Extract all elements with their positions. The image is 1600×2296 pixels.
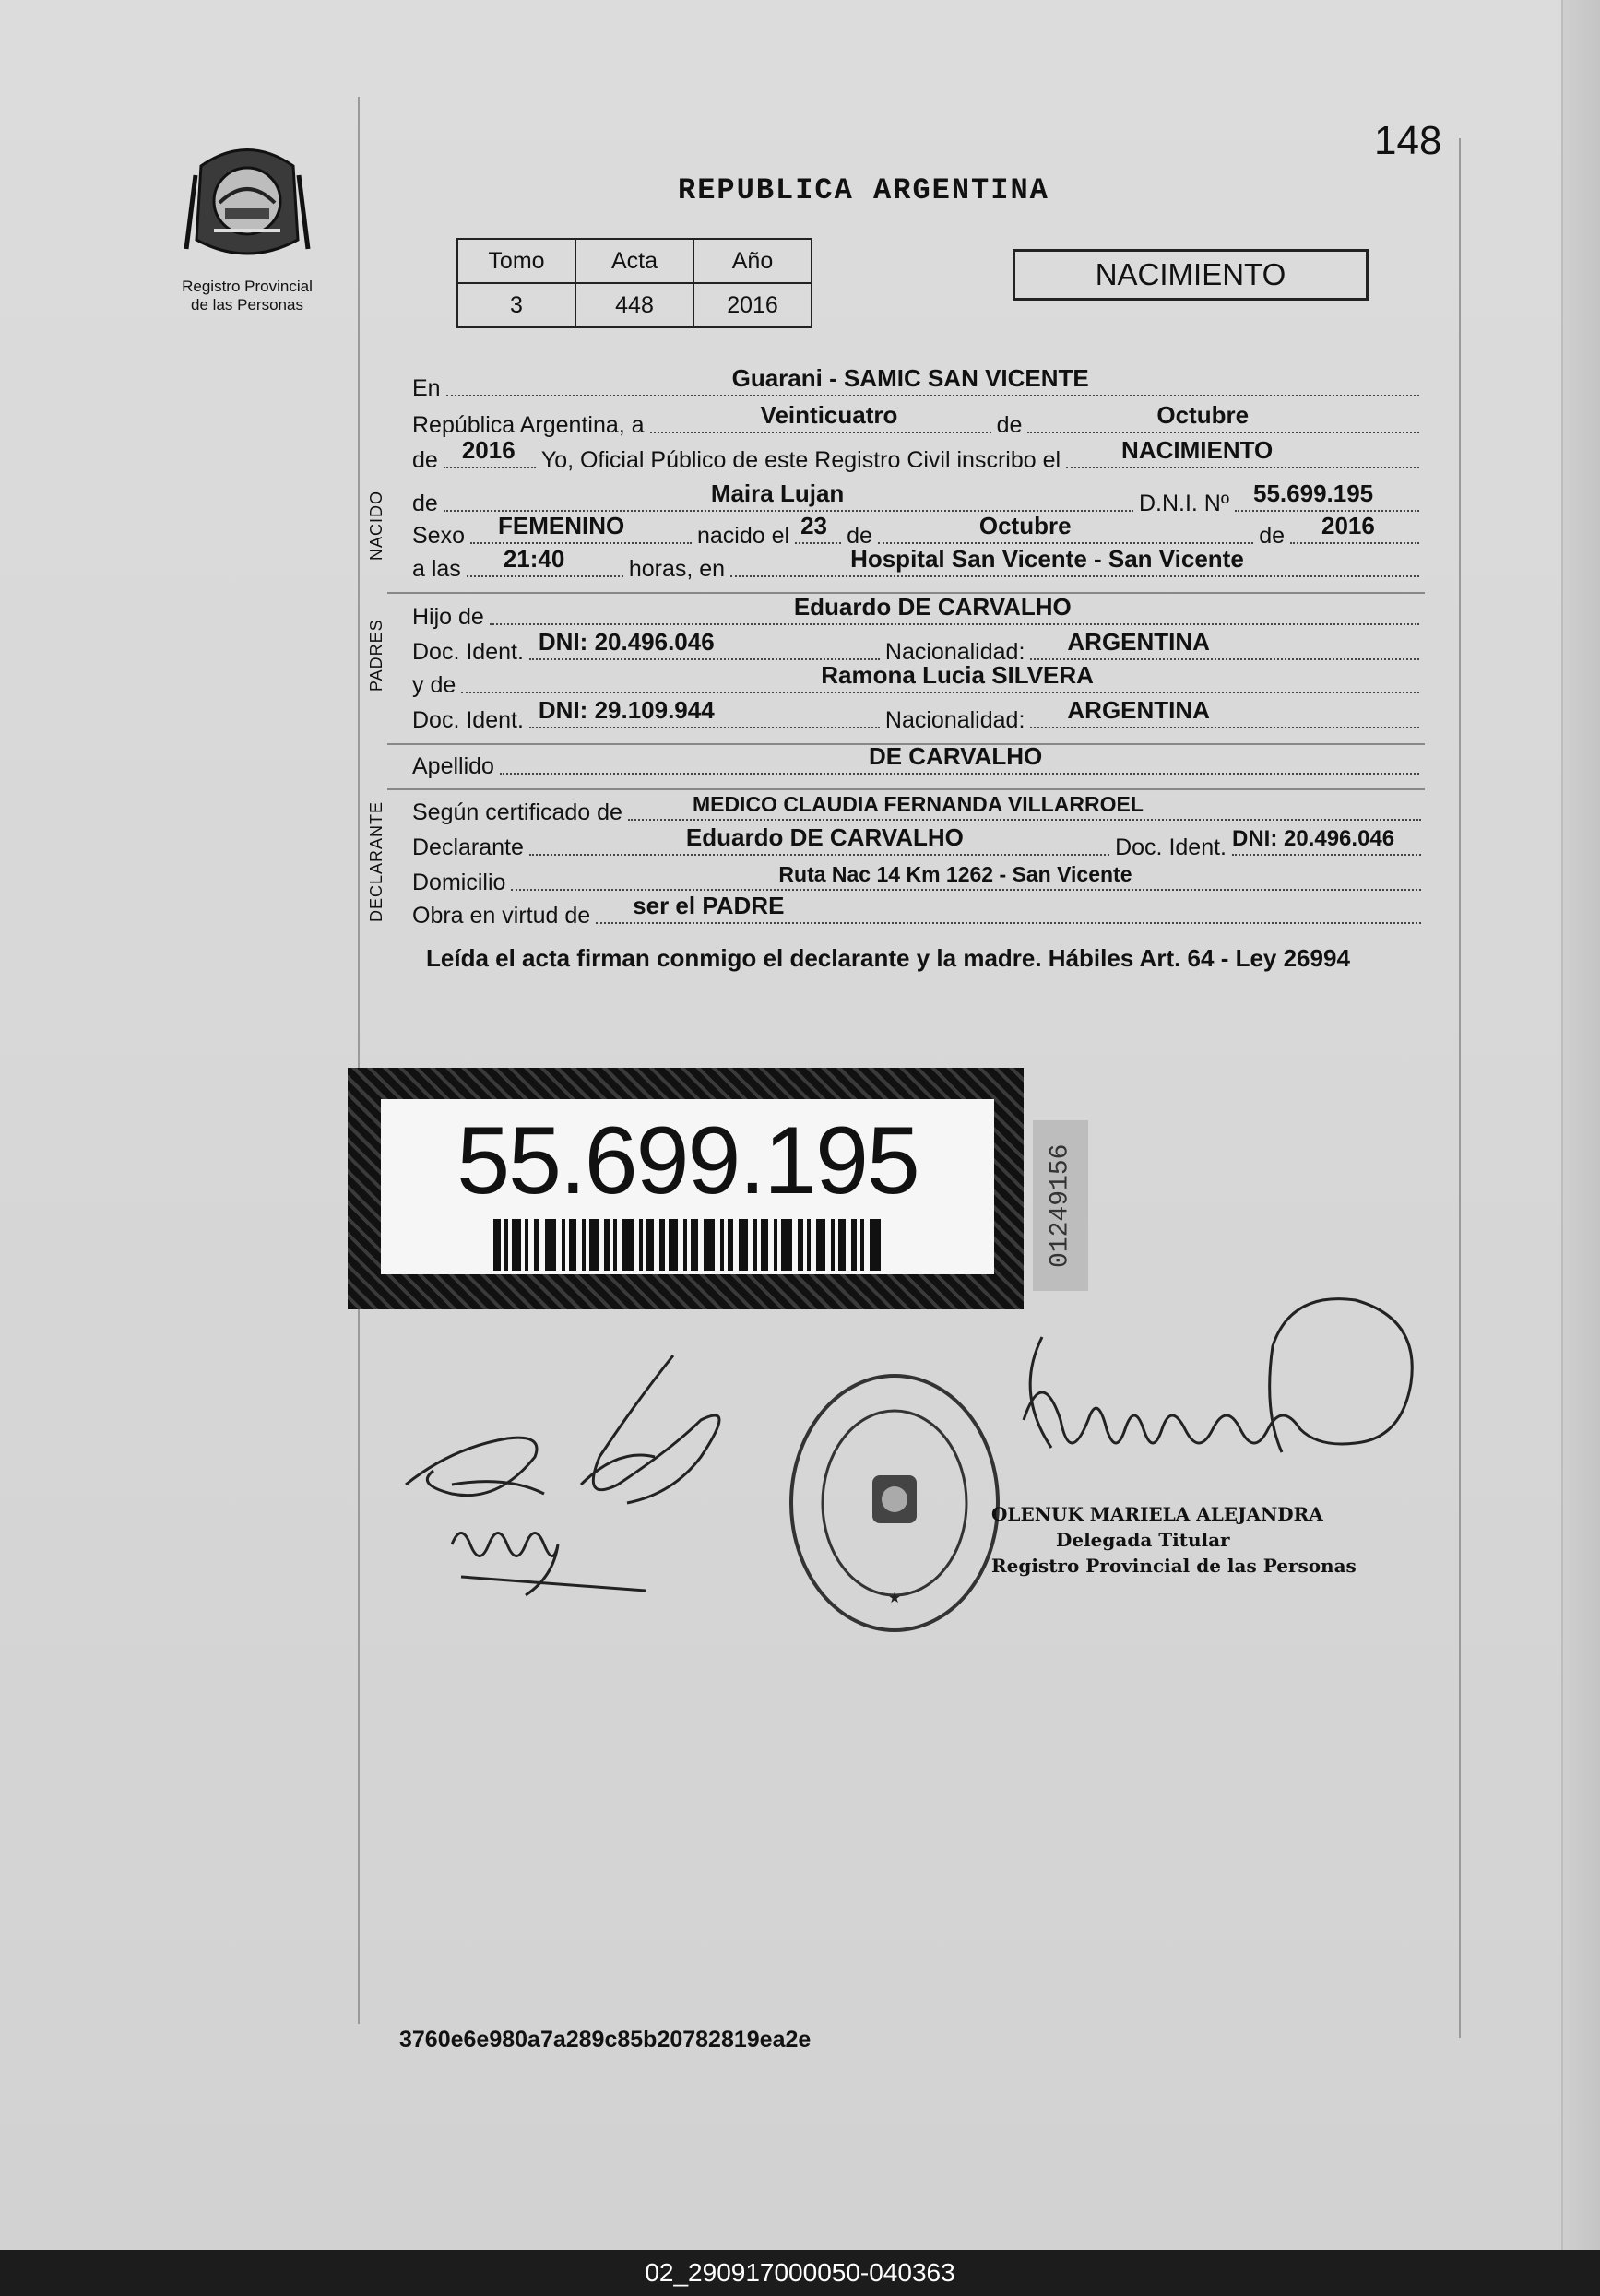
logo-caption — [164, 278, 330, 314]
declarante-doc-label: Doc. Ident. — [1115, 834, 1227, 860]
official-block — [991, 1501, 1357, 1579]
official-title: Delegada Titular — [1056, 1529, 1230, 1551]
nacido-side-label: NACIDO — [367, 490, 385, 561]
padres-side-label: PADRES — [367, 619, 385, 692]
row-time — [412, 545, 1425, 583]
registry-stamp-icon — [784, 1365, 1014, 1641]
domicilio-value: Ruta Nac 14 Km 1262 - San Vicente — [778, 862, 1132, 886]
table-cell: 2016 — [693, 283, 812, 327]
time-line — [467, 545, 623, 577]
barcode-serial: 01249156 — [1033, 1120, 1088, 1291]
name-de-label: de — [412, 491, 438, 516]
horas-label: horas, en — [628, 556, 726, 582]
year-value: 2016 — [461, 436, 516, 464]
mother-doc-line — [529, 696, 880, 728]
mother-line — [461, 661, 1419, 693]
inscribo-line — [1066, 436, 1419, 468]
row-obra — [412, 892, 1427, 929]
misiones-seal-icon — [183, 138, 312, 267]
row-certificado — [412, 793, 1427, 826]
table-value-row — [457, 283, 812, 327]
row-date — [412, 401, 1425, 439]
declarante-line — [529, 823, 1109, 856]
row-father — [412, 593, 1425, 631]
child-dni: 55.699.195 — [1253, 479, 1374, 507]
a-las-label: a las — [412, 556, 461, 582]
place-line — [730, 545, 1419, 577]
sexo-value: FEMENINO — [497, 512, 625, 539]
birth-de-label: de — [847, 523, 872, 549]
row-mother — [412, 661, 1425, 699]
republica-label: República Argentina, a — [412, 412, 645, 438]
svg-text:★: ★ — [887, 1589, 902, 1606]
dni-label: D.N.I. Nº — [1138, 491, 1229, 516]
birth-de-label2: de — [1259, 523, 1285, 549]
en-value: Guarani - SAMIC SAN VICENTE — [731, 364, 1089, 392]
child-name: Maira Lujan — [710, 479, 845, 507]
table-header: Tomo — [457, 239, 575, 283]
month-value: Octubre — [1156, 401, 1250, 429]
domicilio-line — [511, 862, 1421, 891]
birth-day-line — [795, 512, 841, 544]
mother-nationality: ARGENTINA — [1067, 696, 1210, 724]
hijo-de-label: Hijo de — [412, 604, 484, 630]
declarante-doc: DNI: 20.496.046 — [1232, 826, 1395, 851]
mother-nat-line — [1030, 696, 1419, 728]
day-line — [650, 401, 991, 433]
row-mother-doc — [412, 696, 1425, 734]
section-divider — [387, 788, 1425, 790]
birth-time: 21:40 — [503, 545, 565, 573]
birth-day: 23 — [800, 512, 827, 539]
birth-month-line — [878, 512, 1253, 544]
official-name: OLENUK MARIELA ALEJANDRA — [991, 1503, 1323, 1525]
mother-name: Ramona Lucia SILVERA — [821, 661, 1094, 689]
obra-label: Obra en virtud de — [412, 903, 591, 929]
right-margin-line — [1459, 138, 1461, 2038]
certificado-label: Según certificado de — [412, 799, 622, 825]
registry-logo — [164, 138, 330, 314]
de-label: de — [996, 412, 1023, 438]
obra-value: ser el PADRE — [633, 892, 785, 919]
father-nationality: ARGENTINA — [1067, 628, 1210, 656]
father-nat-label: Nacionalidad: — [884, 639, 1025, 665]
apellido-label: Apellido — [412, 753, 494, 779]
row-domicilio — [412, 863, 1427, 896]
father-doc: DNI: 20.496.046 — [538, 628, 715, 656]
y-de-label: y de — [412, 672, 456, 698]
father-name: Eduardo DE CARVALHO — [793, 593, 1072, 621]
document-hash: 3760e6e980a7a289c85b20782819ea2e — [399, 2027, 812, 2053]
mother-nat-label: Nacionalidad: — [884, 707, 1025, 733]
mother-doc: DNI: 29.109.944 — [538, 696, 715, 724]
inscribo-value: NACIMIENTO — [1121, 436, 1274, 464]
logo-caption-line1: Registro Provincial — [182, 278, 313, 295]
row-apellido — [412, 742, 1425, 780]
inscribo-label: Yo, Oficial Público de este Registro Civil inscribo el — [540, 447, 1061, 473]
declarante-doc-line — [1232, 826, 1421, 856]
country-title: REPUBLICA ARGENTINA — [678, 173, 1049, 207]
father-nat-line — [1030, 628, 1419, 660]
declarante-side-label: DECLARANTE — [367, 800, 385, 922]
barcode-number: 55.699.195 — [456, 1107, 919, 1214]
year-line — [444, 436, 536, 468]
dni-barcode-sticker — [348, 1068, 1024, 1309]
official-signature-icon — [1005, 1282, 1448, 1512]
apellido-value: DE CARVALHO — [868, 742, 1043, 770]
table-header: Acta — [575, 239, 693, 283]
row-declarante — [412, 823, 1427, 861]
day-value: Veinticuatro — [760, 401, 898, 429]
certificado-value: MEDICO CLAUDIA FERNANDA VILLARROEL — [692, 792, 1144, 816]
sexo-label: Sexo — [412, 523, 465, 549]
birth-year-line — [1290, 512, 1419, 544]
nacido-el-label: nacido el — [696, 523, 790, 549]
month-line — [1027, 401, 1419, 433]
table-cell: 3 — [457, 283, 575, 327]
scan-id-footer: 02_290917000050-040363 — [0, 2250, 1600, 2296]
record-type-box: NACIMIENTO — [1013, 249, 1369, 301]
apellido-line — [500, 742, 1419, 775]
tomo-acta-ano-table — [456, 238, 812, 328]
father-line — [490, 593, 1419, 625]
logo-caption-line2: de las Personas — [191, 296, 303, 314]
left-margin-line — [358, 97, 360, 2024]
mother-doc-label: Doc. Ident. — [412, 707, 524, 733]
row-inscribo — [412, 436, 1425, 474]
table-cell: 448 — [575, 283, 693, 327]
en-label: En — [412, 375, 441, 401]
closing-note: Leída el acta firman conmigo el declarante y la madre. Hábiles Art. 64 - Ley 26994 — [426, 944, 1350, 972]
table-header-row — [457, 239, 812, 283]
page-number: 148 — [1374, 118, 1442, 163]
obra-line — [596, 892, 1421, 924]
birth-month: Octubre — [978, 512, 1072, 539]
paper-edge — [1561, 0, 1600, 2250]
certificado-line — [628, 792, 1421, 821]
table-header: Año — [693, 239, 812, 283]
barcode-label — [381, 1099, 994, 1274]
sexo-line — [470, 512, 692, 544]
domicilio-label: Domicilio — [412, 870, 506, 895]
row-en — [412, 364, 1425, 402]
birth-place: Hospital San Vicente - San Vicente — [850, 545, 1244, 573]
birth-year: 2016 — [1321, 512, 1375, 539]
de-year-label: de — [412, 447, 438, 473]
father-doc-line — [529, 628, 880, 660]
declarant-signature-icon — [397, 1346, 747, 1623]
declarante-label: Declarante — [412, 834, 524, 860]
official-office: Registro Provincial de las Personas — [991, 1555, 1357, 1577]
declarante-value: Eduardo DE CARVALHO — [685, 823, 964, 851]
father-doc-label: Doc. Ident. — [412, 639, 524, 665]
en-line — [446, 364, 1419, 396]
barcode-bars-icon — [493, 1219, 881, 1271]
